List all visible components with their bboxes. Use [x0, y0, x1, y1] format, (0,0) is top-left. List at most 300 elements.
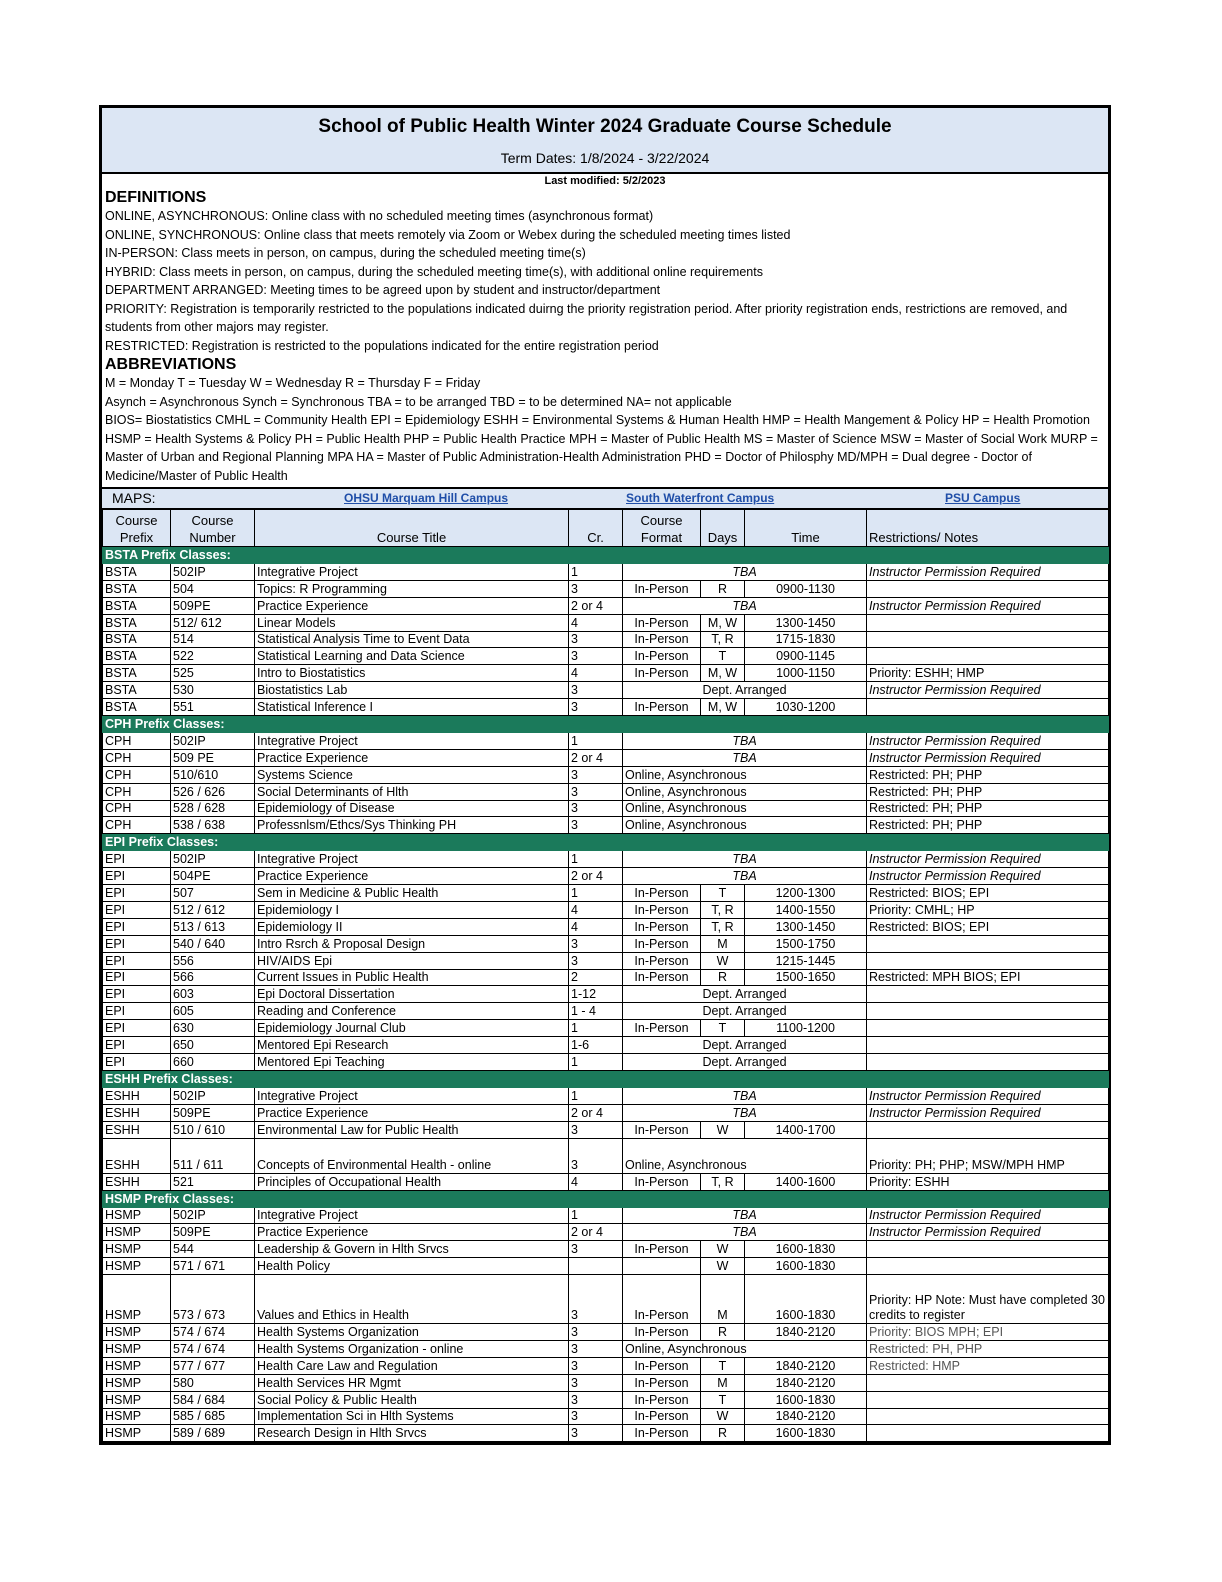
- course-prefix: BSTA: [103, 597, 171, 614]
- course-prefix: HSMP: [103, 1340, 171, 1357]
- course-format: In-Person: [623, 614, 701, 631]
- table-row: [103, 1324, 1109, 1341]
- credits: 3: [569, 1138, 623, 1173]
- time: 1500-1650: [745, 969, 867, 986]
- time: 1400-1600: [745, 1173, 867, 1190]
- restrictions-notes: Instructor Permission Required: [867, 1104, 1109, 1121]
- credits: 1: [569, 564, 623, 581]
- group-label: EPI Prefix Classes:: [103, 834, 1109, 851]
- table-row: [103, 1374, 1109, 1391]
- course-title: Social Policy & Public Health: [255, 1391, 569, 1408]
- course-number: 526 / 626: [171, 783, 255, 800]
- time: 1300-1450: [745, 918, 867, 935]
- time: 1840-2120: [745, 1357, 867, 1374]
- days: M, W: [701, 614, 745, 631]
- restrictions-notes: [867, 614, 1109, 631]
- days: W: [701, 1258, 745, 1275]
- meeting-arrangement: Dept. Arranged: [623, 1054, 867, 1071]
- table-header-row: [103, 510, 1109, 547]
- credits: 1: [569, 1207, 623, 1224]
- days: T: [701, 885, 745, 902]
- map-link-ohsu-marquam-hill[interactable]: OHSU Marquam Hill Campus: [344, 491, 509, 505]
- course-format: In-Person: [623, 1391, 701, 1408]
- table-row: [103, 817, 1109, 834]
- course-title: Practice Experience: [255, 749, 569, 766]
- course-number: 660: [171, 1054, 255, 1071]
- course-title: Reading and Conference: [255, 1003, 569, 1020]
- abbreviations-section: [102, 355, 1108, 489]
- course-format: In-Person: [623, 902, 701, 919]
- restrictions-notes: [867, 935, 1109, 952]
- course-number: 504PE: [171, 868, 255, 885]
- restrictions-notes: [867, 1003, 1109, 1020]
- group-header-row: [103, 547, 1109, 564]
- restrictions-notes: Priority: BIOS MPH; EPI: [867, 1324, 1109, 1341]
- course-prefix: HSMP: [103, 1374, 171, 1391]
- restrictions-notes: [867, 648, 1109, 665]
- group-header-row: [103, 716, 1109, 733]
- course-title: Epidemiology II: [255, 918, 569, 935]
- credits: 3: [569, 1340, 623, 1357]
- course-number: 514: [171, 631, 255, 648]
- course-title: Implementation Sci in Hlth Systems: [255, 1408, 569, 1425]
- course-number: 509 PE: [171, 749, 255, 766]
- credits: 3: [569, 952, 623, 969]
- time: 1100-1200: [745, 1020, 867, 1037]
- course-title: Values and Ethics in Health: [255, 1275, 569, 1324]
- course-title: Health Care Law and Regulation: [255, 1357, 569, 1374]
- restrictions-notes: Restricted: PH; PHP: [867, 766, 1109, 783]
- last-modified: Last modified: 5/2/2023: [544, 175, 666, 187]
- course-prefix: EPI: [103, 935, 171, 952]
- table-row: [103, 631, 1109, 648]
- restrictions-notes: Instructor Permission Required: [867, 851, 1109, 868]
- table-row: [103, 1425, 1109, 1442]
- course-format: In-Person: [623, 1275, 701, 1324]
- table-row: [103, 935, 1109, 952]
- table-row: [103, 783, 1109, 800]
- meeting-arrangement: TBA: [623, 564, 867, 581]
- restrictions-notes: [867, 1054, 1109, 1071]
- table-row: [103, 614, 1109, 631]
- credits: 1: [569, 1020, 623, 1037]
- course-number: 585 / 685: [171, 1408, 255, 1425]
- time: 1300-1450: [745, 614, 867, 631]
- course-number: 584 / 684: [171, 1391, 255, 1408]
- table-row: [103, 1340, 1109, 1357]
- days: T, R: [701, 1173, 745, 1190]
- days: R: [701, 1324, 745, 1341]
- credits: 3: [569, 800, 623, 817]
- course-title: Linear Models: [255, 614, 569, 631]
- days: M, W: [701, 665, 745, 682]
- restrictions-notes: [867, 1020, 1109, 1037]
- days: M: [701, 935, 745, 952]
- course-prefix: ESHH: [103, 1087, 171, 1104]
- course-number: 525: [171, 665, 255, 682]
- days: W: [701, 952, 745, 969]
- table-row: [103, 1275, 1109, 1324]
- table-row: [103, 1391, 1109, 1408]
- course-number: 589 / 689: [171, 1425, 255, 1442]
- table-row: [103, 800, 1109, 817]
- course-title: Epidemiology of Disease: [255, 800, 569, 817]
- course-title: Practice Experience: [255, 1104, 569, 1121]
- restrictions-notes: [867, 952, 1109, 969]
- credits: 1: [569, 851, 623, 868]
- course-number: 511 / 611: [171, 1138, 255, 1173]
- restrictions-notes: Priority: CMHL; HP: [867, 902, 1109, 919]
- course-format: In-Person: [623, 935, 701, 952]
- credits: 3: [569, 1357, 623, 1374]
- course-title: Practice Experience: [255, 1224, 569, 1241]
- credits: 3: [569, 1324, 623, 1341]
- meeting-arrangement: TBA: [623, 597, 867, 614]
- course-title: HIV/AIDS Epi: [255, 952, 569, 969]
- group-label: BSTA Prefix Classes:: [103, 547, 1109, 564]
- course-number: 650: [171, 1037, 255, 1054]
- days: M, W: [701, 699, 745, 716]
- group-label: HSMP Prefix Classes:: [103, 1190, 1109, 1207]
- course-number: 502IP: [171, 733, 255, 750]
- credits: 1 - 4: [569, 1003, 623, 1020]
- days: T, R: [701, 902, 745, 919]
- course-number: 577 / 677: [171, 1357, 255, 1374]
- days: T, R: [701, 918, 745, 935]
- abbreviations-heading: ABBREVIATIONS: [105, 356, 237, 373]
- credits: 4: [569, 902, 623, 919]
- col-header: Restrictions/ Notes: [867, 510, 1109, 547]
- course-title: Professnlsm/Ethcs/Sys Thinking PH: [255, 817, 569, 834]
- course-title: Epidemiology Journal Club: [255, 1020, 569, 1037]
- time: 1200-1300: [745, 885, 867, 902]
- time: 1500-1750: [745, 935, 867, 952]
- course-number: 509PE: [171, 1224, 255, 1241]
- credits: 4: [569, 665, 623, 682]
- course-prefix: HSMP: [103, 1425, 171, 1442]
- table-row: [103, 1207, 1109, 1224]
- course-number: 502IP: [171, 1207, 255, 1224]
- course-title: Mentored Epi Teaching: [255, 1054, 569, 1071]
- meeting-arrangement: TBA: [623, 868, 867, 885]
- group-label: ESHH Prefix Classes:: [103, 1070, 1109, 1087]
- meeting-arrangement: TBA: [623, 1207, 867, 1224]
- course-prefix: EPI: [103, 1020, 171, 1037]
- credits: 4: [569, 1173, 623, 1190]
- col-header: Course Prefix: [103, 510, 171, 547]
- course-number: 502IP: [171, 851, 255, 868]
- credits: 3: [569, 1391, 623, 1408]
- course-prefix: EPI: [103, 851, 171, 868]
- page-title: School of Public Health Winter 2024 Graduate Course Schedule: [318, 116, 892, 137]
- restrictions-notes: Instructor Permission Required: [867, 1207, 1109, 1224]
- course-prefix: HSMP: [103, 1241, 171, 1258]
- days: T: [701, 648, 745, 665]
- course-title: Epidemiology I: [255, 902, 569, 919]
- col-header: Days: [701, 510, 745, 547]
- table-body: [103, 547, 1109, 1442]
- table-row: [103, 851, 1109, 868]
- course-number: 603: [171, 986, 255, 1003]
- col-header: Time: [745, 510, 867, 547]
- restrictions-notes: Instructor Permission Required: [867, 564, 1109, 581]
- table-row: [103, 1408, 1109, 1425]
- course-number: 571 / 671: [171, 1258, 255, 1275]
- course-prefix: HSMP: [103, 1391, 171, 1408]
- col-header: Course Format: [623, 510, 701, 547]
- time: 1840-2120: [745, 1408, 867, 1425]
- maps-label: MAPS:: [112, 490, 156, 506]
- table-row: [103, 1138, 1109, 1173]
- course-prefix: EPI: [103, 885, 171, 902]
- restrictions-notes: Instructor Permission Required: [867, 682, 1109, 699]
- table-row: [103, 1258, 1109, 1275]
- meeting-arrangement: TBA: [623, 1087, 867, 1104]
- table-row: [103, 564, 1109, 581]
- course-format: In-Person: [623, 1425, 701, 1442]
- course-title: Intro Rsrch & Proposal Design: [255, 935, 569, 952]
- course-format: In-Person: [623, 918, 701, 935]
- map-link-psu[interactable]: PSU Campus: [945, 491, 1021, 505]
- course-prefix: BSTA: [103, 682, 171, 699]
- credits: 3: [569, 935, 623, 952]
- course-number: 502IP: [171, 564, 255, 581]
- definitions-heading: DEFINITIONS: [105, 189, 207, 206]
- credits: 3: [569, 783, 623, 800]
- course-prefix: CPH: [103, 733, 171, 750]
- restrictions-notes: Restricted: BIOS; EPI: [867, 918, 1109, 935]
- course-title: Mentored Epi Research: [255, 1037, 569, 1054]
- time: 1600-1830: [745, 1258, 867, 1275]
- course-prefix: BSTA: [103, 580, 171, 597]
- days: M: [701, 1374, 745, 1391]
- course-number: 544: [171, 1241, 255, 1258]
- restrictions-notes: [867, 1425, 1109, 1442]
- course-number: 630: [171, 1020, 255, 1037]
- course-prefix: ESHH: [103, 1173, 171, 1190]
- days: M: [701, 1275, 745, 1324]
- table-row: [103, 1357, 1109, 1374]
- course-prefix: HSMP: [103, 1258, 171, 1275]
- credits: 2 or 4: [569, 868, 623, 885]
- days: R: [701, 580, 745, 597]
- course-title: Leadership & Govern in Hlth Srvcs: [255, 1241, 569, 1258]
- course-number: 510 / 610: [171, 1121, 255, 1138]
- restrictions-notes: Instructor Permission Required: [867, 749, 1109, 766]
- group-header-row: [103, 834, 1109, 851]
- table-row: [103, 1121, 1109, 1138]
- course-title: Practice Experience: [255, 597, 569, 614]
- course-title: Social Determinants of Hlth: [255, 783, 569, 800]
- time: 1600-1830: [745, 1241, 867, 1258]
- course-format: In-Person: [623, 1121, 701, 1138]
- definitions-section: [102, 188, 1108, 355]
- course-prefix: CPH: [103, 749, 171, 766]
- course-prefix: ESHH: [103, 1121, 171, 1138]
- credits: 3: [569, 1275, 623, 1324]
- course-format: In-Person: [623, 952, 701, 969]
- table-row: [103, 1020, 1109, 1037]
- course-format: In-Person: [623, 1357, 701, 1374]
- table-row: [103, 648, 1109, 665]
- course-number: 566: [171, 969, 255, 986]
- course-number: 522: [171, 648, 255, 665]
- course-prefix: EPI: [103, 918, 171, 935]
- course-number: 605: [171, 1003, 255, 1020]
- time: 0900-1145: [745, 648, 867, 665]
- definition-line: RESTRICTED: Registration is restricted to the populations indicated for the entire registration period: [105, 338, 659, 353]
- days: W: [701, 1121, 745, 1138]
- course-prefix: CPH: [103, 817, 171, 834]
- definition-line: HYBRID: Class meets in person, on campus, during the scheduled meeting time(s), with additional online requirements: [105, 264, 763, 279]
- table-row: [103, 969, 1109, 986]
- course-format: In-Person: [623, 665, 701, 682]
- course-prefix: EPI: [103, 969, 171, 986]
- restrictions-notes: [867, 1374, 1109, 1391]
- course-prefix: HSMP: [103, 1324, 171, 1341]
- course-number: 556: [171, 952, 255, 969]
- course-title: Systems Science: [255, 766, 569, 783]
- restrictions-notes: Priority: ESHH; HMP: [867, 665, 1109, 682]
- map-link-south-waterfront[interactable]: South Waterfront Campus: [626, 491, 775, 505]
- term-dates: Term Dates: 1/8/2024 - 3/22/2024: [500, 150, 710, 166]
- course-format: Online, Asynchronous: [623, 800, 867, 817]
- course-format: Online, Asynchronous: [623, 1340, 867, 1357]
- course-number: 509PE: [171, 597, 255, 614]
- course-number: 551: [171, 699, 255, 716]
- credits: 1-12: [569, 986, 623, 1003]
- restrictions-notes: [867, 1241, 1109, 1258]
- course-prefix: EPI: [103, 986, 171, 1003]
- table-row: [103, 597, 1109, 614]
- course-title: Environmental Law for Public Health: [255, 1121, 569, 1138]
- course-title: Intro to Biostatistics: [255, 665, 569, 682]
- course-prefix: EPI: [103, 1037, 171, 1054]
- meeting-arrangement: Dept. Arranged: [623, 1003, 867, 1020]
- course-title: Integrative Project: [255, 564, 569, 581]
- course-number: 580: [171, 1374, 255, 1391]
- course-number: 528 / 628: [171, 800, 255, 817]
- table-row: [103, 902, 1109, 919]
- credits: 1-6: [569, 1037, 623, 1054]
- course-number: 512 / 612: [171, 902, 255, 919]
- definition-line: PRIORITY: Registration is temporarily restricted to the populations indicated duirng the priority registration period. After priority registration ends, restrictions are removed, and students from other majors may register.: [105, 301, 1068, 334]
- credits: 2 or 4: [569, 1104, 623, 1121]
- table-row: [103, 1104, 1109, 1121]
- days: T: [701, 1357, 745, 1374]
- course-title: Statistical Analysis Time to Event Data: [255, 631, 569, 648]
- table-row: [103, 1241, 1109, 1258]
- table-row: [103, 1173, 1109, 1190]
- course-format: In-Person: [623, 1408, 701, 1425]
- course-format: In-Person: [623, 1374, 701, 1391]
- time: 1400-1550: [745, 902, 867, 919]
- credits: 1: [569, 885, 623, 902]
- course-number: 507: [171, 885, 255, 902]
- course-title: Research Design in Hlth Srvcs: [255, 1425, 569, 1442]
- course-prefix: BSTA: [103, 699, 171, 716]
- credits: 2 or 4: [569, 749, 623, 766]
- credits: 3: [569, 1121, 623, 1138]
- course-format: In-Person: [623, 885, 701, 902]
- course-title: Integrative Project: [255, 851, 569, 868]
- maps-bar: [102, 489, 1108, 509]
- credits: 3: [569, 580, 623, 597]
- table-row: [103, 682, 1109, 699]
- course-title: Current Issues in Public Health: [255, 969, 569, 986]
- restrictions-notes: Priority: PH; PHP; MSW/MPH HMP: [867, 1138, 1109, 1173]
- course-number: 574 / 674: [171, 1340, 255, 1357]
- course-number: 509PE: [171, 1104, 255, 1121]
- restrictions-notes: Restricted: MPH BIOS; EPI: [867, 969, 1109, 986]
- course-number: 538 / 638: [171, 817, 255, 834]
- credits: 3: [569, 766, 623, 783]
- table-row: [103, 699, 1109, 716]
- credits: [569, 1258, 623, 1275]
- course-prefix: EPI: [103, 868, 171, 885]
- credits: 3: [569, 648, 623, 665]
- course-prefix: EPI: [103, 902, 171, 919]
- table-row: [103, 665, 1109, 682]
- meeting-arrangement: Dept. Arranged: [623, 682, 867, 699]
- course-title: Integrative Project: [255, 733, 569, 750]
- meeting-arrangement: Dept. Arranged: [623, 1037, 867, 1054]
- time: 1840-2120: [745, 1324, 867, 1341]
- credits: 2: [569, 969, 623, 986]
- restrictions-notes: Restricted: PH; PHP: [867, 800, 1109, 817]
- course-number: 512/ 612: [171, 614, 255, 631]
- course-format: Online, Asynchronous: [623, 783, 867, 800]
- course-format: In-Person: [623, 631, 701, 648]
- credits: 3: [569, 699, 623, 716]
- restrictions-notes: [867, 580, 1109, 597]
- course-format: In-Person: [623, 1020, 701, 1037]
- credits: 4: [569, 614, 623, 631]
- days: R: [701, 1425, 745, 1442]
- restrictions-notes: Instructor Permission Required: [867, 1087, 1109, 1104]
- credits: 3: [569, 817, 623, 834]
- definition-line: ONLINE, ASYNCHRONOUS: Online class with no scheduled meeting times (asynchronous format): [105, 209, 654, 223]
- definition-line: ONLINE, SYNCHRONOUS: Online class that meets remotely via Zoom or Webex during the scheduled meeting times listed: [105, 227, 791, 242]
- course-title: Topics: R Programming: [255, 580, 569, 597]
- course-format: In-Person: [623, 1241, 701, 1258]
- group-header-row: [103, 1070, 1109, 1087]
- course-format: [623, 1258, 701, 1275]
- credits: 3: [569, 1374, 623, 1391]
- credits: 3: [569, 1425, 623, 1442]
- days: T, R: [701, 631, 745, 648]
- meeting-arrangement: TBA: [623, 851, 867, 868]
- days: R: [701, 969, 745, 986]
- course-prefix: CPH: [103, 766, 171, 783]
- course-prefix: EPI: [103, 1054, 171, 1071]
- days: W: [701, 1241, 745, 1258]
- course-number: 573 / 673: [171, 1275, 255, 1324]
- restrictions-notes: Instructor Permission Required: [867, 1224, 1109, 1241]
- time: 1030-1200: [745, 699, 867, 716]
- course-title: Sem in Medicine & Public Health: [255, 885, 569, 902]
- credits: 1: [569, 733, 623, 750]
- course-prefix: HSMP: [103, 1224, 171, 1241]
- course-number: 510/610: [171, 766, 255, 783]
- abbreviation-line: BIOS= Biostatistics CMHL = Community Health EPI = Epidemiology ESHH = Environmental Systems & Human Health HMP = Health Mangement & Policy HP = Health Promotion HSMP = Health Systems & Policy PH = Public Health PHP = Public Health Practice MPH = Master of Public Health MS = Master of Science MSW = Master of Social Work MURP = Master of Urban and Regional Planning MPA HA = Master of Public Administration-Health Administration PHD = Doctor of Philosphy MD/MPH = Dual degree - Doctor of Medicine/Master of Public Health: [105, 413, 1098, 483]
- restrictions-notes: [867, 1121, 1109, 1138]
- time: 1840-2120: [745, 1374, 867, 1391]
- restrictions-notes: Instructor Permission Required: [867, 868, 1109, 885]
- credits: 3: [569, 631, 623, 648]
- course-title: Integrative Project: [255, 1087, 569, 1104]
- course-format: Online, Asynchronous: [623, 766, 867, 783]
